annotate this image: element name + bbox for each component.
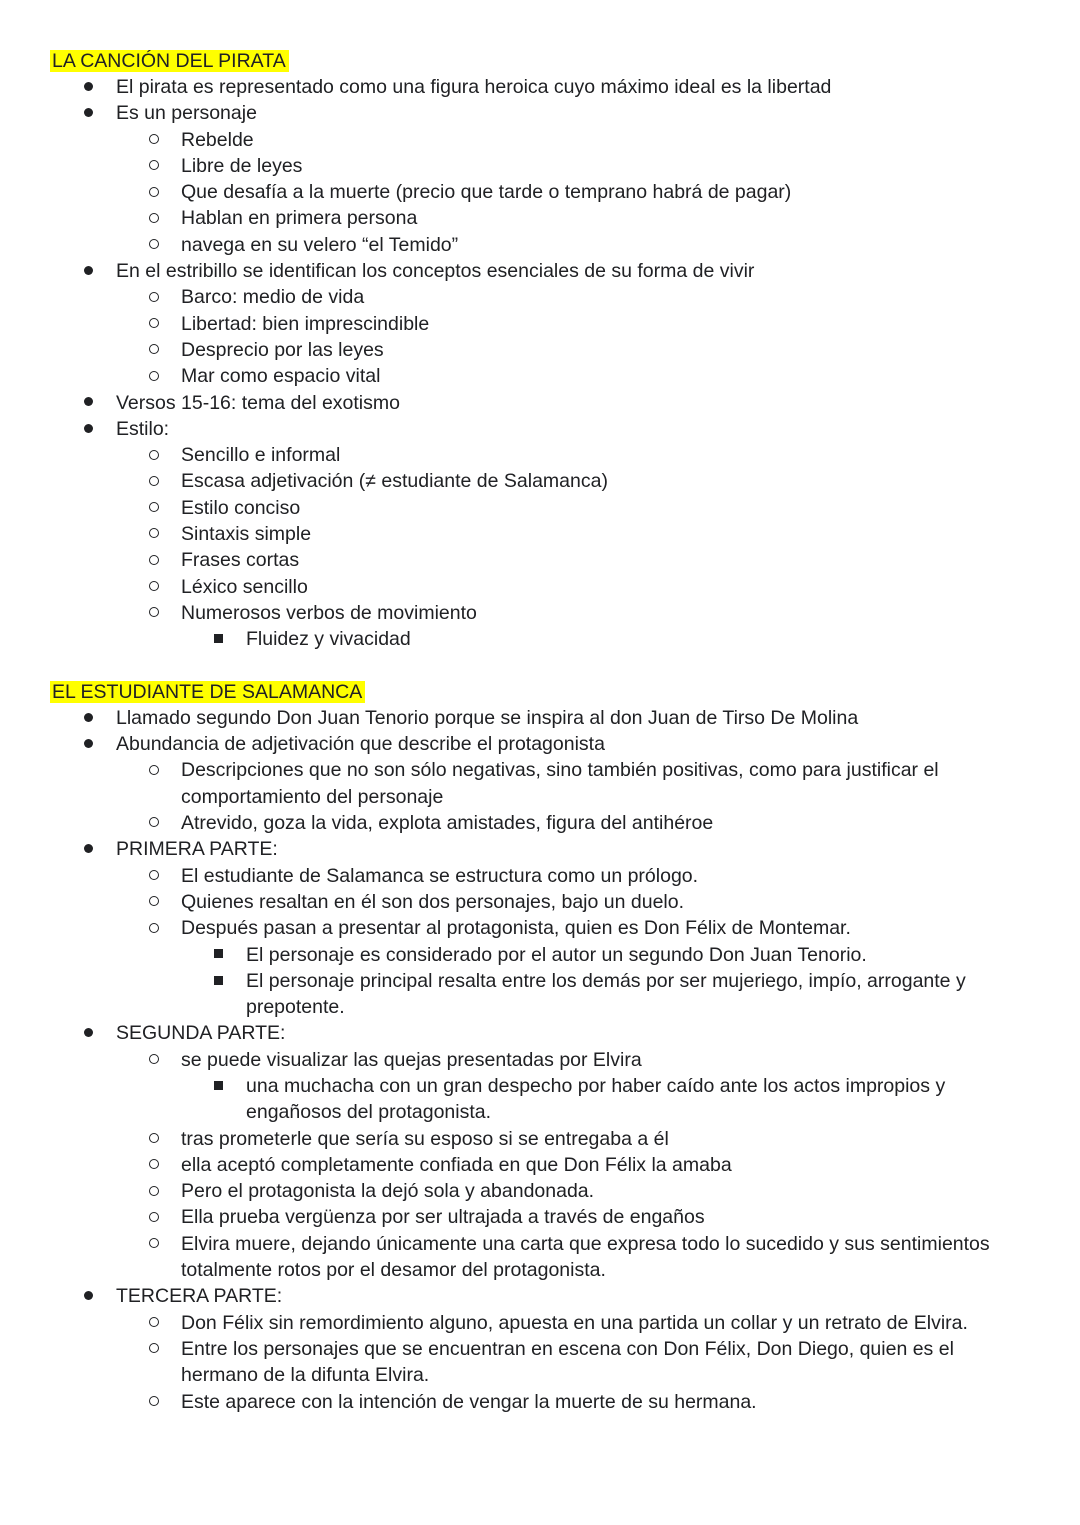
circle-bullet-icon xyxy=(149,1152,159,1178)
bullet-icon xyxy=(84,74,93,100)
circle-bullet-icon xyxy=(149,337,159,363)
sub-item: Escasa adjetivación (≠ estudiante de Salamanca) xyxy=(0,468,1080,494)
bullet-icon xyxy=(84,705,93,731)
section-heading xyxy=(50,679,1080,705)
sub-item: Entre los personajes que se encuentran en escena con Don Félix, Don Diego, quien es el hermano de la difunta Elvira. xyxy=(0,1336,1080,1389)
bullet-icon xyxy=(84,1283,93,1309)
circle-bullet-icon xyxy=(149,232,159,258)
sub-item: Quienes resaltan en él son dos personajes, bajo un duelo. xyxy=(0,889,1080,915)
sub-item: Libre de leyes xyxy=(0,153,1080,179)
sub-list xyxy=(116,442,1080,652)
sub-list xyxy=(116,1047,1080,1284)
list-item: Es un personaje Rebelde Libre de leyes Que desafía a la muerte (precio que tarde o temprano habrá de pagar) Hablan en primera persona navega en su velero “el Temido” xyxy=(0,100,1080,258)
sub-item: El estudiante de Salamanca se estructura como un prólogo. xyxy=(0,863,1080,889)
bullet-list xyxy=(0,74,1080,653)
circle-bullet-icon xyxy=(149,863,159,889)
sub-item: Pero el protagonista la dejó sola y abandonada. xyxy=(0,1178,1080,1204)
circle-bullet-icon xyxy=(149,205,159,231)
square-bullet-icon xyxy=(214,626,223,652)
circle-bullet-icon xyxy=(149,442,159,468)
circle-bullet-icon xyxy=(149,600,159,626)
circle-bullet-icon xyxy=(149,179,159,205)
bullet-icon xyxy=(84,100,93,126)
sub-item: Libertad: bien imprescindible xyxy=(0,311,1080,337)
document-page xyxy=(0,48,1080,1415)
sub-item: Don Félix sin remordimiento alguno, apuesta en una partida un collar y un retrato de Elvira. xyxy=(0,1310,1080,1336)
circle-bullet-icon xyxy=(149,495,159,521)
circle-bullet-icon xyxy=(149,153,159,179)
list-item: Versos 15-16: tema del exotismo xyxy=(0,390,1080,416)
list-item: Estilo: Sencillo e informal Escasa adjetivación (≠ estudiante de Salamanca) Estilo conciso Sintaxis simple Frases cortas Léxico sencillo Numerosos verbos de movimiento Fluidez y vivacidad xyxy=(0,416,1080,653)
bullet-icon xyxy=(84,731,93,757)
circle-bullet-icon xyxy=(149,284,159,310)
bullet-icon xyxy=(84,836,93,862)
sub-item: Elvira muere, dejando únicamente una carta que expresa todo lo sucedido y sus sentimientos totalmente rotos por el desamor del protagonista. xyxy=(0,1231,1080,1284)
section-title: EL ESTUDIANTE DE SALAMANCA xyxy=(50,681,365,703)
list-item: El pirata es representado como una figura heroica cuyo máximo ideal es la libertad xyxy=(0,74,1080,100)
circle-bullet-icon xyxy=(149,468,159,494)
circle-bullet-icon xyxy=(149,1310,159,1336)
sub-list xyxy=(116,1310,1080,1415)
sub-sub-list xyxy=(181,1073,1080,1126)
sub-list xyxy=(116,284,1080,389)
sub-item: Léxico sencillo xyxy=(0,574,1080,600)
sub-item: Numerosos verbos de movimiento Fluidez y vivacidad xyxy=(0,600,1080,653)
sub-item: Sencillo e informal xyxy=(0,442,1080,468)
list-item: SEGUNDA PARTE: se puede visualizar las quejas presentadas por Elvira una muchacha con un gran despecho por haber caído ante los actos impropios y engañosos del protagonista. tras prometerle que sería su esposo si se entregaba a él ella aceptó completamente confiada en que Don Félix la amaba Pero el protagonista la dejó sola y abandonada. Ella prueba vergüenza por ser ultrajada a través de engaños Elvira muere, dejando únicamente una carta que expresa todo lo sucedido y sus sentimientos totalmente rotos por el desamor del protagonista. xyxy=(0,1020,1080,1283)
circle-bullet-icon xyxy=(149,1204,159,1230)
circle-bullet-icon xyxy=(149,1336,159,1362)
sub-sub-item: Fluidez y vivacidad xyxy=(0,626,1080,652)
circle-bullet-icon xyxy=(149,1047,159,1073)
circle-bullet-icon xyxy=(149,363,159,389)
circle-bullet-icon xyxy=(149,915,159,941)
sub-sub-item: una muchacha con un gran despecho por haber caído ante los actos impropios y engañosos del protagonista. xyxy=(0,1073,1080,1126)
sub-item: Hablan en primera persona xyxy=(0,205,1080,231)
sub-item: Ella prueba vergüenza por ser ultrajada a través de engaños xyxy=(0,1204,1080,1230)
square-bullet-icon xyxy=(214,942,223,968)
circle-bullet-icon xyxy=(149,1178,159,1204)
sub-item: Que desafía a la muerte (precio que tarde o temprano habrá de pagar) xyxy=(0,179,1080,205)
section-heading xyxy=(50,48,1080,74)
sub-item: Desprecio por las leyes xyxy=(0,337,1080,363)
sub-sub-list xyxy=(181,942,1080,1021)
sub-item: Estilo conciso xyxy=(0,495,1080,521)
list-item: Abundancia de adjetivación que describe el protagonista Descripciones que no son sólo negativas, sino también positivas, como para justificar el comportamiento del personaje Atrevido, goza la vida, explota amistades, figura del antihéroe xyxy=(0,731,1080,836)
section-title: LA CANCIÓN DEL PIRATA xyxy=(50,50,289,72)
sub-sub-list xyxy=(181,626,1080,652)
square-bullet-icon xyxy=(214,968,223,994)
circle-bullet-icon xyxy=(149,127,159,153)
sub-list xyxy=(116,757,1080,836)
sub-item: Descripciones que no son sólo negativas, sino también positivas, como para justificar el comportamiento del personaje xyxy=(0,757,1080,810)
list-item: En el estribillo se identifican los conceptos esenciales de su forma de vivir Barco: medio de vida Libertad: bien imprescindible Desprecio por las leyes Mar como espacio vital xyxy=(0,258,1080,389)
list-item: TERCERA PARTE: Don Félix sin remordimiento alguno, apuesta en una partida un collar y un retrato de Elvira. Entre los personajes que se encuentran en escena con Don Félix, Don Diego, quien es el hermano de la difunta Elvira. Este aparece con la intención de vengar la muerte de su hermana. xyxy=(0,1283,1080,1414)
list-item: Llamado segundo Don Juan Tenorio porque se inspira al don Juan de Tirso De Molina xyxy=(0,705,1080,731)
bullet-list xyxy=(0,705,1080,1415)
circle-bullet-icon xyxy=(149,1231,159,1257)
sub-list xyxy=(116,127,1080,258)
circle-bullet-icon xyxy=(149,757,159,783)
list-item: PRIMERA PARTE: El estudiante de Salamanca se estructura como un prólogo. Quienes resaltan en él son dos personajes, bajo un duelo. Después pasan a presentar al protagonista, quien es Don Félix de Montemar. El personaje es considerado por el autor un segundo Don Juan Tenorio. El personaje principal resalta entre los demás por ser mujeriego, impío, arrogante y prepotente. xyxy=(0,836,1080,1020)
circle-bullet-icon xyxy=(149,311,159,337)
circle-bullet-icon xyxy=(149,810,159,836)
sub-item: Atrevido, goza la vida, explota amistades, figura del antihéroe xyxy=(0,810,1080,836)
sub-list xyxy=(116,863,1080,1021)
sub-item: Después pasan a presentar al protagonista, quien es Don Félix de Montemar. El personaje es considerado por el autor un segundo Don Juan Tenorio. El personaje principal resalta entre los demás por ser mujeriego, impío, arrogante y prepotente. xyxy=(0,915,1080,1020)
square-bullet-icon xyxy=(214,1073,223,1099)
sub-item: Este aparece con la intención de vengar la muerte de su hermana. xyxy=(0,1389,1080,1415)
sub-sub-item: El personaje principal resalta entre los demás por ser mujeriego, impío, arrogante y prepotente. xyxy=(0,968,1080,1021)
circle-bullet-icon xyxy=(149,1389,159,1415)
circle-bullet-icon xyxy=(149,521,159,547)
bullet-icon xyxy=(84,258,93,284)
sub-item: Frases cortas xyxy=(0,547,1080,573)
bullet-icon xyxy=(84,1020,93,1046)
sub-item: Barco: medio de vida xyxy=(0,284,1080,310)
circle-bullet-icon xyxy=(149,574,159,600)
circle-bullet-icon xyxy=(149,547,159,573)
circle-bullet-icon xyxy=(149,1126,159,1152)
bullet-icon xyxy=(84,390,93,416)
sub-item: Rebelde xyxy=(0,127,1080,153)
sub-item: Mar como espacio vital xyxy=(0,363,1080,389)
sub-item: navega en su velero “el Temido” xyxy=(0,232,1080,258)
sub-item: Sintaxis simple xyxy=(0,521,1080,547)
sub-item: se puede visualizar las quejas presentadas por Elvira una muchacha con un gran despecho por haber caído ante los actos impropios y engañosos del protagonista. xyxy=(0,1047,1080,1126)
circle-bullet-icon xyxy=(149,889,159,915)
sub-sub-item: El personaje es considerado por el autor un segundo Don Juan Tenorio. xyxy=(0,942,1080,968)
sub-item: ella aceptó completamente confiada en que Don Félix la amaba xyxy=(0,1152,1080,1178)
sub-item: tras prometerle que sería su esposo si se entregaba a él xyxy=(0,1126,1080,1152)
bullet-icon xyxy=(84,416,93,442)
